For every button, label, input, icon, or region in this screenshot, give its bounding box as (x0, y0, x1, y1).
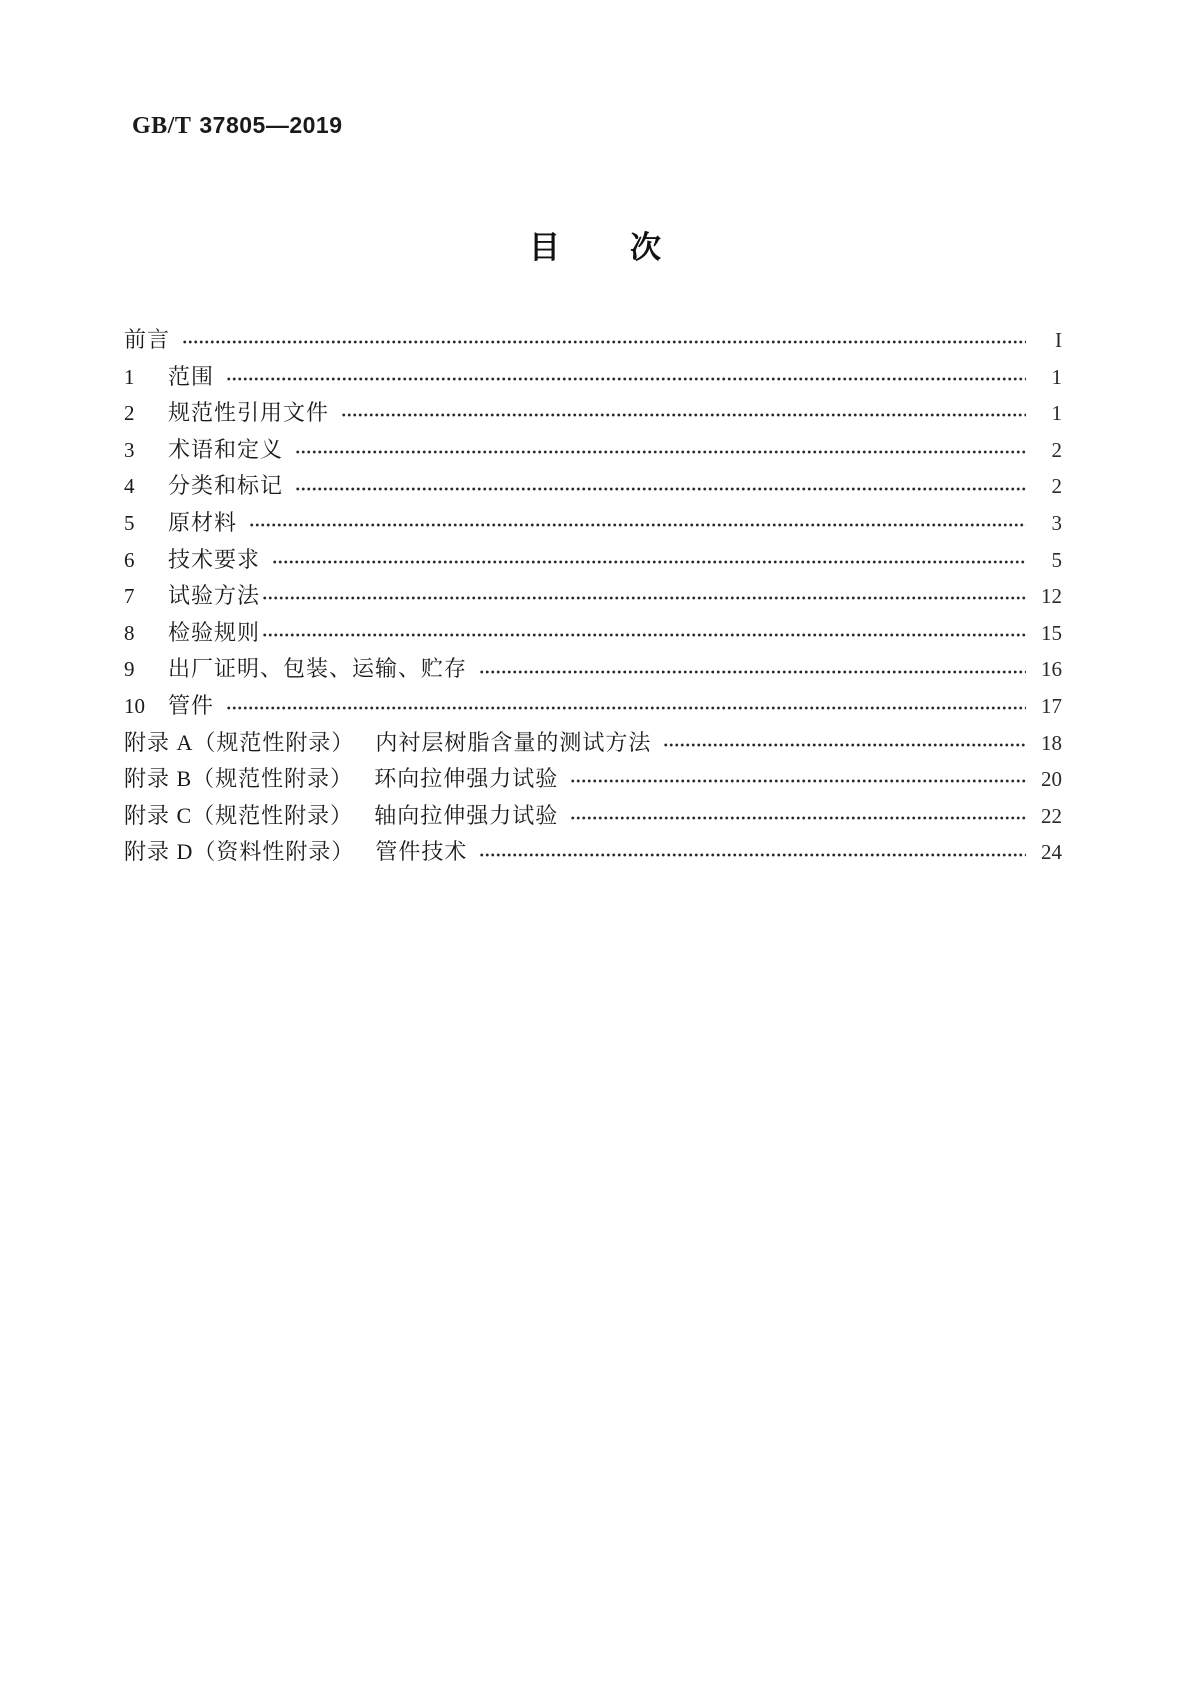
toc-entry-number: 1 (124, 364, 135, 389)
toc-entry-number: 8 (124, 620, 135, 645)
standard-number-prefix: GB/T (132, 113, 192, 139)
toc-entry (124, 395, 1062, 432)
toc-entry-number: 3 (124, 437, 135, 462)
dot-leader (182, 339, 1026, 345)
toc-entry-number: 5 (124, 510, 135, 535)
toc-entry-page: I (1055, 328, 1062, 352)
toc-entry-number: 2 (124, 401, 135, 426)
toc-entry-label: 前言 (124, 327, 171, 352)
toc-entry (124, 834, 1062, 871)
toc-entry (124, 615, 1062, 652)
dot-leader (226, 705, 1026, 711)
toc-entry-subtitle: 管件技术 (375, 839, 468, 865)
toc-entry-page: 1 (1051, 364, 1062, 389)
toc-entry-label: 检验规则 (168, 619, 261, 645)
dot-leader (272, 559, 1026, 565)
dot-leader (570, 778, 1026, 784)
toc-entry-subtitle: 轴向拉伸强力试验 (374, 802, 559, 828)
toc-entry-number: 10 (124, 693, 145, 718)
dot-leader (479, 852, 1026, 858)
toc-entry (124, 505, 1062, 542)
dot-leader (262, 595, 1026, 601)
standard-number-digits: 37805—2019 (199, 112, 343, 138)
toc-entry-page: 12 (1041, 584, 1062, 609)
toc-entry-label: 规范性引用文件 (168, 400, 330, 426)
toc-entry-page: 1 (1051, 401, 1062, 426)
toc-entry-number: 9 (124, 657, 135, 682)
toc-entry (124, 468, 1062, 505)
dot-leader (479, 669, 1026, 675)
toc-entry-label: 技术要求 (168, 546, 261, 572)
toc-entry-page: 2 (1051, 437, 1062, 462)
toc-entry (124, 578, 1062, 615)
page-title-char-2: 次 (630, 230, 661, 265)
toc-entry-label: 附录 A（规范性附录） (124, 729, 355, 755)
dot-leader (226, 376, 1026, 382)
toc-entry (124, 542, 1062, 579)
toc-entry-label: 附录 B（规范性附录） (124, 766, 354, 792)
toc-entry-subtitle: 内衬层树脂含量的测试方法 (375, 729, 652, 755)
toc-entry (124, 651, 1062, 688)
toc-entry (124, 688, 1062, 725)
toc-entry (124, 432, 1062, 469)
dot-leader (262, 632, 1026, 638)
standard-number (132, 112, 342, 140)
toc-entry-number: 7 (124, 584, 135, 609)
toc-entry-page: 2 (1051, 474, 1062, 499)
dot-leader (295, 486, 1026, 492)
toc-entry-page: 17 (1041, 693, 1062, 718)
dot-leader (341, 412, 1026, 418)
toc-entry-label: 附录 D（资料性附录） (124, 839, 355, 865)
toc-entry-label: 范围 (168, 363, 215, 389)
toc-entry-page: 20 (1041, 767, 1062, 792)
toc-entry-subtitle: 环向拉伸强力试验 (374, 766, 559, 792)
toc-entry-page: 22 (1041, 803, 1062, 828)
toc-entry-page: 16 (1041, 657, 1062, 682)
toc-entry-label: 分类和标记 (168, 473, 284, 499)
page-title-char-1: 目 (529, 230, 560, 265)
toc-entry-page: 15 (1041, 620, 1062, 645)
toc-entry (124, 798, 1062, 835)
toc-entry (124, 725, 1062, 762)
toc-entry-label: 出厂证明、包装、运输、贮存 (168, 656, 468, 682)
toc-entry-label: 附录 C（规范性附录） (124, 802, 354, 828)
toc-entry-page: 18 (1041, 730, 1062, 755)
dot-leader (295, 449, 1026, 455)
page-title (0, 222, 1190, 267)
toc-entry (124, 761, 1062, 798)
toc-entry-page: 24 (1041, 840, 1062, 865)
toc-entry-number: 4 (124, 474, 135, 499)
toc-entry-label: 管件 (168, 692, 215, 718)
toc-entry-page: 3 (1051, 510, 1062, 535)
dot-leader (663, 742, 1026, 748)
toc-entry-label: 原材料 (168, 509, 238, 535)
toc-entry-label: 试验方法 (168, 583, 261, 609)
toc-entry (124, 359, 1062, 396)
toc-entry-number: 6 (124, 547, 135, 572)
toc-entry-label: 术语和定义 (168, 436, 284, 462)
toc-list (124, 322, 1062, 871)
dot-leader (570, 815, 1026, 821)
toc-entry-page: 5 (1051, 547, 1062, 572)
toc-entry (124, 322, 1062, 359)
dot-leader (249, 522, 1026, 528)
